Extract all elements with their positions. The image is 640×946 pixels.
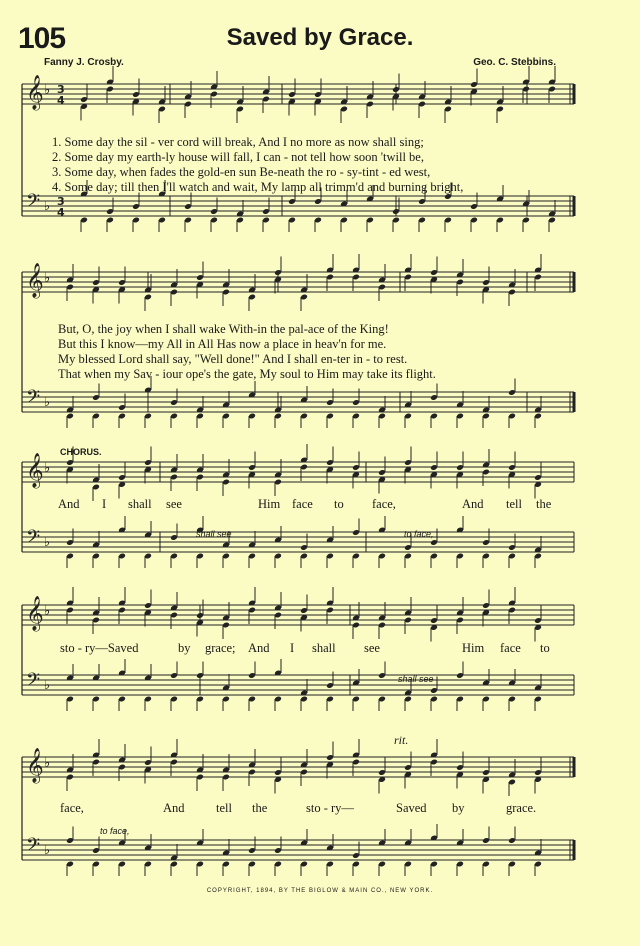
chorus-word: grace; bbox=[205, 641, 236, 655]
chorus-word: shall bbox=[128, 497, 152, 511]
treble-clef-icon: 𝄞 bbox=[26, 748, 44, 783]
chorus-word: face bbox=[500, 641, 521, 655]
flat-key-signature-icon: ♭ bbox=[44, 678, 51, 693]
bass-echo: to face, bbox=[404, 529, 434, 539]
verse-2-line-b: But this I know—my All in All Has now a place in heav'n for me. bbox=[58, 337, 387, 351]
chorus-word: by bbox=[452, 801, 465, 815]
treble-clef-icon: 𝄞 bbox=[26, 453, 44, 488]
chorus-word: see bbox=[364, 641, 380, 655]
chorus-word: Him bbox=[258, 497, 281, 511]
time-signature-icon: 3 bbox=[57, 195, 65, 208]
hymn-number: 105 bbox=[18, 22, 66, 55]
flat-key-signature-icon: ♭ bbox=[44, 843, 51, 858]
chorus-word: the bbox=[536, 497, 552, 511]
chorus-word: tell bbox=[506, 497, 522, 511]
chorus-word: by bbox=[178, 641, 191, 655]
verse-2-line-a: 2. Some day my earth-ly house will fall, I can - not tell how soon 'twill be, bbox=[52, 150, 424, 164]
chorus-word: And bbox=[163, 801, 185, 815]
time-signature-icon: 4 bbox=[57, 206, 65, 219]
bass-echo: to face, bbox=[100, 826, 130, 836]
bass-clef-icon: 𝄢 bbox=[26, 527, 41, 552]
chorus-word: face bbox=[292, 497, 313, 511]
bass-echo: shall see bbox=[196, 529, 232, 539]
hymn-title: Saved by Grace. bbox=[226, 24, 414, 51]
treble-clef-icon: 𝄞 bbox=[26, 75, 44, 110]
chorus-word: Saved bbox=[396, 801, 427, 815]
flat-key-signature-icon: ♭ bbox=[44, 461, 51, 476]
flat-key-signature-icon: ♭ bbox=[44, 271, 51, 286]
flat-key-signature-icon: ♭ bbox=[44, 604, 51, 619]
chorus-word: to bbox=[334, 497, 344, 511]
chorus-word: shall bbox=[312, 641, 336, 655]
chorus-word: face, bbox=[60, 801, 84, 815]
chorus-word: sto - ry— bbox=[306, 801, 354, 815]
verse-1-line-a: 1. Some day the sil - ver cord will break, And I no more as now shall sing; bbox=[52, 135, 424, 149]
bass-echo: shall see bbox=[398, 674, 434, 684]
chorus-word: And bbox=[248, 641, 270, 655]
chorus-word: Him bbox=[462, 641, 485, 655]
chorus-word: grace. bbox=[506, 801, 537, 815]
verse-4-line-b: That when my Sav - iour ope's the gate, My soul to Him may take its flight. bbox=[58, 367, 436, 381]
bass-clef-icon: 𝄢 bbox=[26, 191, 41, 216]
lyricist-credit: Fanny J. Crosby. bbox=[44, 57, 124, 68]
bass-clef-icon: 𝄢 bbox=[26, 670, 41, 695]
flat-key-signature-icon: ♭ bbox=[44, 83, 51, 98]
verse-lines-2 bbox=[58, 322, 436, 382]
chorus-word: And bbox=[462, 497, 484, 511]
chorus-label: CHORUS. bbox=[60, 447, 102, 457]
chorus-word: to bbox=[540, 641, 550, 655]
flat-key-signature-icon: ♭ bbox=[44, 199, 51, 214]
verse-4-line-a: 4. Some day; till then I'll watch and wait, My lamp all trimm'd and burning bright, bbox=[52, 180, 464, 194]
treble-clef-icon: 𝄞 bbox=[26, 596, 44, 631]
chorus-word: I bbox=[290, 641, 295, 655]
treble-clef-icon: 𝄞 bbox=[26, 263, 44, 298]
flat-key-signature-icon: ♭ bbox=[44, 395, 51, 410]
chorus-word: I bbox=[102, 497, 107, 511]
verse-3-line-a: 3. Some day, when fades the gold-en sun Be-neath the ro - sy-tint - ed west, bbox=[52, 165, 431, 179]
time-signature-icon: 4 bbox=[57, 94, 65, 107]
verse-lines-1 bbox=[52, 135, 463, 195]
chorus-word: see bbox=[166, 497, 182, 511]
bass-clef-icon: 𝄢 bbox=[26, 835, 41, 860]
copyright-notice: COPYRIGHT, 1894, BY THE BIGLOW & MAIN CO., NEW YORK. bbox=[206, 888, 434, 894]
chorus-word: tell bbox=[216, 801, 232, 815]
chorus-word: face, bbox=[372, 497, 396, 511]
chorus-word: the bbox=[252, 801, 268, 815]
bass-clef-icon: 𝄢 bbox=[26, 387, 41, 412]
ritardando-mark: rit. bbox=[394, 733, 409, 747]
flat-key-signature-icon: ♭ bbox=[44, 535, 51, 550]
flat-key-signature-icon: ♭ bbox=[44, 756, 51, 771]
verse-3-line-b: My blessed Lord shall say, "Well done!" And I shall en-ter in - to rest. bbox=[58, 352, 408, 366]
composer-credit: Geo. C. Stebbins. bbox=[473, 57, 556, 68]
time-signature-icon: 3 bbox=[57, 83, 65, 96]
verse-1-line-b: But, O, the joy when I shall wake With-in the pal-ace of the King! bbox=[58, 322, 389, 336]
chorus-word: sto - ry—Saved bbox=[60, 641, 139, 655]
chorus-word: And bbox=[58, 497, 80, 511]
